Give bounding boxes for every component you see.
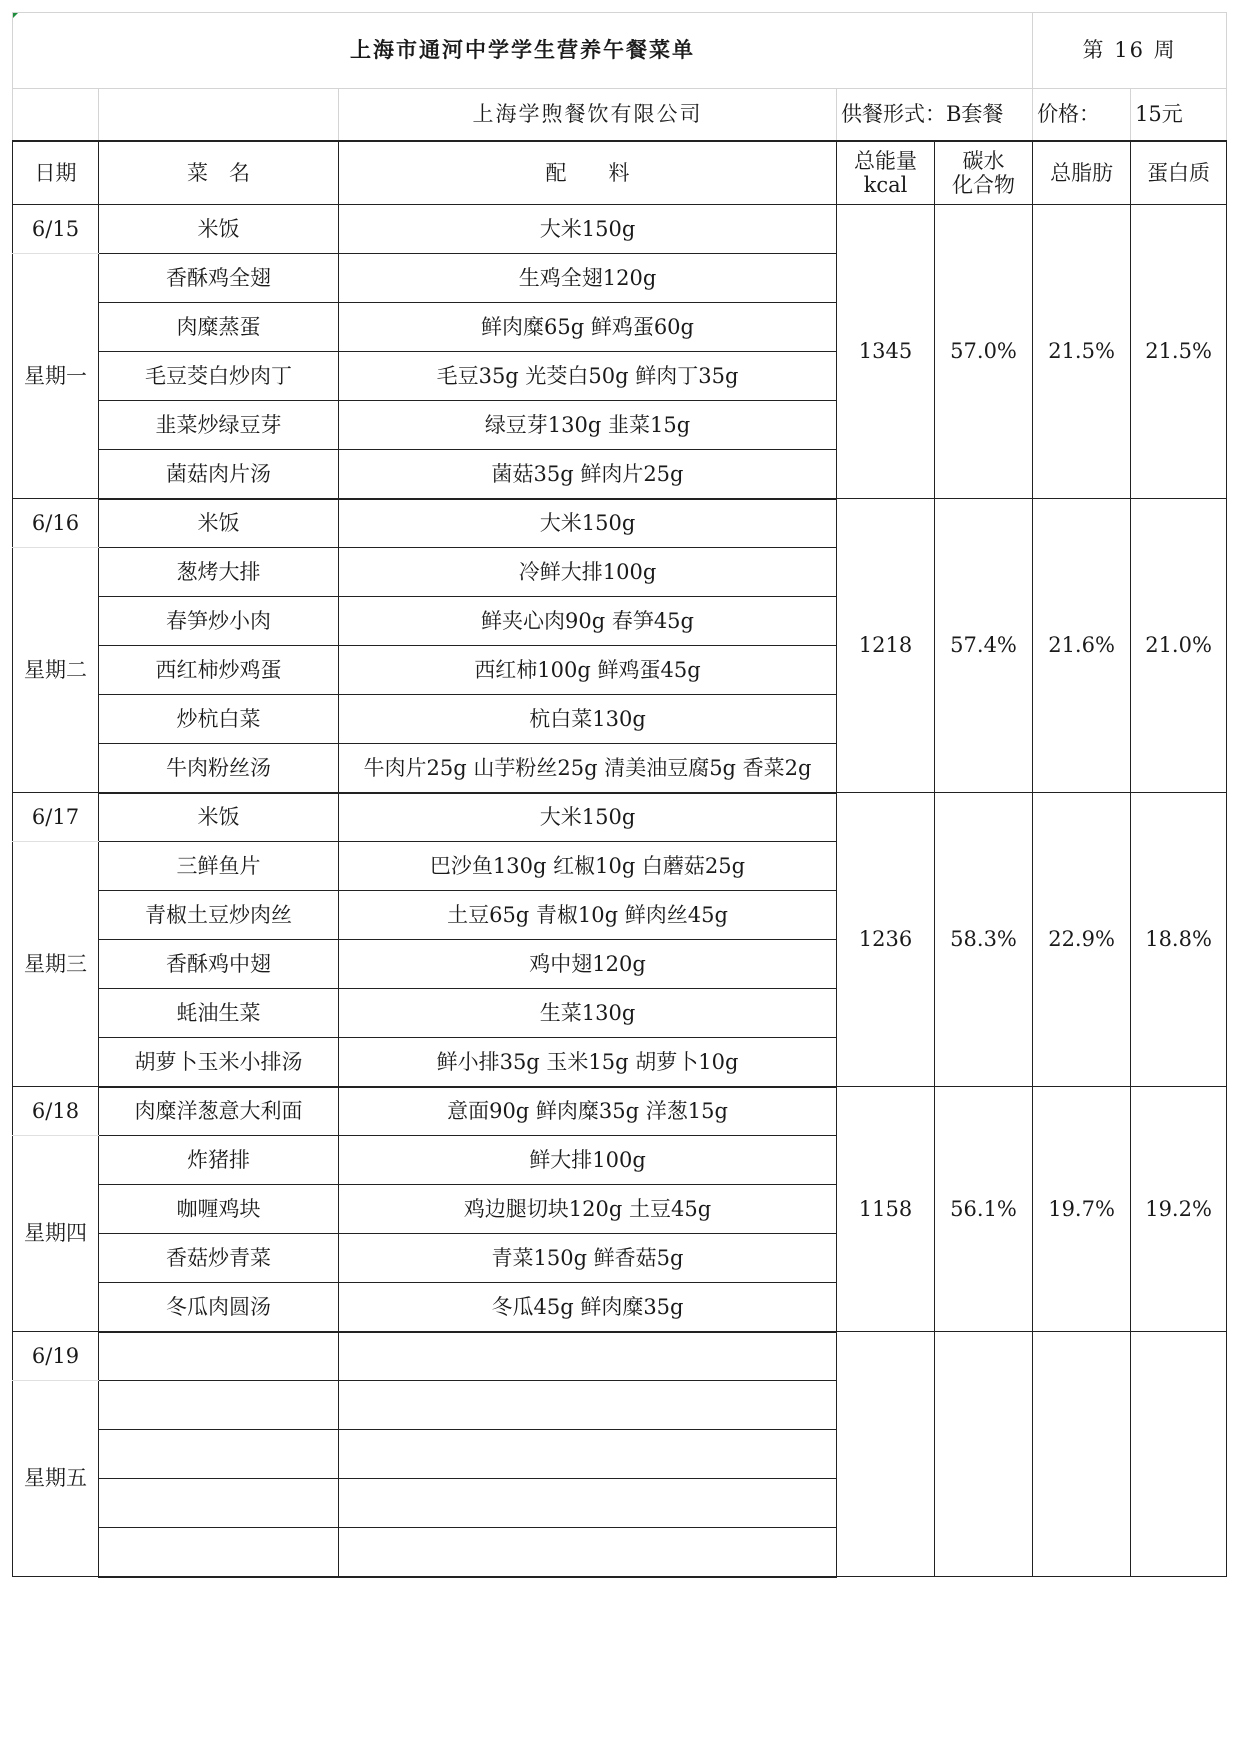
dish-name: 菌菇肉片汤 bbox=[99, 450, 339, 499]
dish-name bbox=[99, 1528, 339, 1577]
table-row bbox=[13, 205, 1227, 254]
table-row bbox=[13, 1332, 1227, 1381]
empty-cell bbox=[99, 89, 339, 141]
nutrition-fat bbox=[1033, 1332, 1131, 1577]
dish-name: 韭菜炒绿豆芽 bbox=[99, 401, 339, 450]
menu-table bbox=[12, 12, 1227, 1578]
dish-ingredients: 杭白菜130g bbox=[339, 695, 837, 744]
nutrition-energy: 1158 bbox=[837, 1087, 935, 1332]
nutrition-protein: 21.5% bbox=[1131, 205, 1227, 499]
dish-name: 米饭 bbox=[99, 793, 339, 842]
dish-name: 米饭 bbox=[99, 205, 339, 254]
energy-header-line2: kcal bbox=[863, 172, 908, 197]
dish-name: 炸猪排 bbox=[99, 1136, 339, 1185]
dish-name: 炒杭白菜 bbox=[99, 695, 339, 744]
empty-cell bbox=[13, 89, 99, 141]
meal-type: 供餐形式：B套餐 bbox=[837, 89, 1033, 141]
dish-name: 春笋炒小肉 bbox=[99, 597, 339, 646]
day-date: 6/15 bbox=[13, 205, 99, 254]
dish-name: 肉糜洋葱意大利面 bbox=[99, 1087, 339, 1136]
dish-ingredients: 西红柿100g 鲜鸡蛋45g bbox=[339, 646, 837, 695]
dish-name bbox=[99, 1430, 339, 1479]
nutrition-fat: 19.7% bbox=[1033, 1087, 1131, 1332]
nutrition-carb: 58.3% bbox=[935, 793, 1033, 1087]
column-header-date: 日期 bbox=[13, 141, 99, 205]
dish-name: 咖喱鸡块 bbox=[99, 1185, 339, 1234]
column-header-fat: 总脂肪 bbox=[1033, 141, 1131, 205]
nutrition-protein: 18.8% bbox=[1131, 793, 1227, 1087]
dish-ingredients bbox=[339, 1332, 837, 1381]
dish-name: 香菇炒青菜 bbox=[99, 1234, 339, 1283]
dish-ingredients: 生鸡全翅120g bbox=[339, 254, 837, 303]
nutrition-energy bbox=[837, 1332, 935, 1577]
nutrition-energy: 1236 bbox=[837, 793, 935, 1087]
dish-name: 青椒土豆炒肉丝 bbox=[99, 891, 339, 940]
table-row bbox=[13, 793, 1227, 842]
price-label: 价格： bbox=[1033, 89, 1131, 141]
energy-header-line1: 总能量 bbox=[854, 148, 917, 173]
dish-ingredients: 冷鲜大排100g bbox=[339, 548, 837, 597]
nutrition-fat: 22.9% bbox=[1033, 793, 1131, 1087]
dish-ingredients: 鲜大排100g bbox=[339, 1136, 837, 1185]
dish-name: 西红柿炒鸡蛋 bbox=[99, 646, 339, 695]
dish-ingredients bbox=[339, 1381, 837, 1430]
nutrition-protein bbox=[1131, 1332, 1227, 1577]
day-date: 6/19 bbox=[13, 1332, 99, 1381]
dish-ingredients: 青菜150g 鲜香菇5g bbox=[339, 1234, 837, 1283]
dish-name: 毛豆茭白炒肉丁 bbox=[99, 352, 339, 401]
day-date: 6/16 bbox=[13, 499, 99, 548]
day-weekday: 星期一 bbox=[13, 254, 99, 499]
dish-name: 肉糜蒸蛋 bbox=[99, 303, 339, 352]
dish-name: 胡萝卜玉米小排汤 bbox=[99, 1038, 339, 1087]
dish-name bbox=[99, 1332, 339, 1381]
column-header-protein: 蛋白质 bbox=[1131, 141, 1227, 205]
dish-name: 香酥鸡全翅 bbox=[99, 254, 339, 303]
nutrition-fat: 21.6% bbox=[1033, 499, 1131, 793]
nutrition-carb bbox=[935, 1332, 1033, 1577]
dish-ingredients bbox=[339, 1430, 837, 1479]
dish-ingredients: 意面90g 鲜肉糜35g 洋葱15g bbox=[339, 1087, 837, 1136]
nutrition-protein: 21.0% bbox=[1131, 499, 1227, 793]
dish-ingredients bbox=[339, 1528, 837, 1577]
dish-ingredients: 土豆65g 青椒10g 鲜肉丝45g bbox=[339, 891, 837, 940]
dish-ingredients bbox=[339, 1479, 837, 1528]
carb-header-line1: 碳水 bbox=[962, 148, 1005, 173]
nutrition-carb: 57.4% bbox=[935, 499, 1033, 793]
dish-ingredients: 鸡中翅120g bbox=[339, 940, 837, 989]
dish-ingredients: 冬瓜45g 鲜肉糜35g bbox=[339, 1283, 837, 1332]
dish-name: 米饭 bbox=[99, 499, 339, 548]
dish-name: 香酥鸡中翅 bbox=[99, 940, 339, 989]
dish-ingredients: 绿豆芽130g 韭菜15g bbox=[339, 401, 837, 450]
dish-ingredients: 生菜130g bbox=[339, 989, 837, 1038]
dish-ingredients: 大米150g bbox=[339, 499, 837, 548]
dish-name bbox=[99, 1381, 339, 1430]
day-date: 6/17 bbox=[13, 793, 99, 842]
dish-ingredients: 大米150g bbox=[339, 793, 837, 842]
carb-header-line2: 化合物 bbox=[952, 172, 1016, 197]
nutrition-carb: 56.1% bbox=[935, 1087, 1033, 1332]
dish-name: 三鲜鱼片 bbox=[99, 842, 339, 891]
dish-ingredients: 毛豆35g 光茭白50g 鲜肉丁35g bbox=[339, 352, 837, 401]
dish-ingredients: 大米150g bbox=[339, 205, 837, 254]
column-header-dish: 菜 名 bbox=[99, 141, 339, 205]
nutrition-fat: 21.5% bbox=[1033, 205, 1131, 499]
nutrition-energy: 1218 bbox=[837, 499, 935, 793]
company-name: 上海学煦餐饮有限公司 bbox=[339, 89, 837, 141]
column-header-ingredients: 配 料 bbox=[339, 141, 837, 205]
nutrition-carb: 57.0% bbox=[935, 205, 1033, 499]
dish-ingredients: 鸡边腿切块120g 土豆45g bbox=[339, 1185, 837, 1234]
dish-name: 葱烤大排 bbox=[99, 548, 339, 597]
day-weekday: 星期二 bbox=[13, 548, 99, 793]
nutrition-energy: 1345 bbox=[837, 205, 935, 499]
dish-ingredients: 菌菇35g 鲜肉片25g bbox=[339, 450, 837, 499]
column-header-carb bbox=[935, 141, 1033, 205]
day-weekday: 星期四 bbox=[13, 1136, 99, 1332]
nutrition-protein: 19.2% bbox=[1131, 1087, 1227, 1332]
week-label: 第 16 周 bbox=[1033, 13, 1227, 89]
column-header-energy bbox=[837, 141, 935, 205]
dish-ingredients: 鲜小排35g 玉米15g 胡萝卜10g bbox=[339, 1038, 837, 1087]
dish-ingredients: 巴沙鱼130g 红椒10g 白蘑菇25g bbox=[339, 842, 837, 891]
dish-ingredients: 鲜夹心肉90g 春笋45g bbox=[339, 597, 837, 646]
table-row bbox=[13, 499, 1227, 548]
dish-name bbox=[99, 1479, 339, 1528]
dish-name: 牛肉粉丝汤 bbox=[99, 744, 339, 793]
price-value: 15元 bbox=[1131, 89, 1227, 141]
table-row bbox=[13, 1087, 1227, 1136]
page-title: 上海市通河中学学生营养午餐菜单 bbox=[13, 13, 1033, 89]
day-date: 6/18 bbox=[13, 1087, 99, 1136]
dish-name: 蚝油生菜 bbox=[99, 989, 339, 1038]
dish-ingredients: 鲜肉糜65g 鲜鸡蛋60g bbox=[339, 303, 837, 352]
day-weekday: 星期三 bbox=[13, 842, 99, 1087]
dish-ingredients: 牛肉片25g 山芋粉丝25g 清美油豆腐5g 香菜2g bbox=[339, 744, 837, 793]
dish-name: 冬瓜肉圆汤 bbox=[99, 1283, 339, 1332]
day-weekday: 星期五 bbox=[13, 1381, 99, 1577]
